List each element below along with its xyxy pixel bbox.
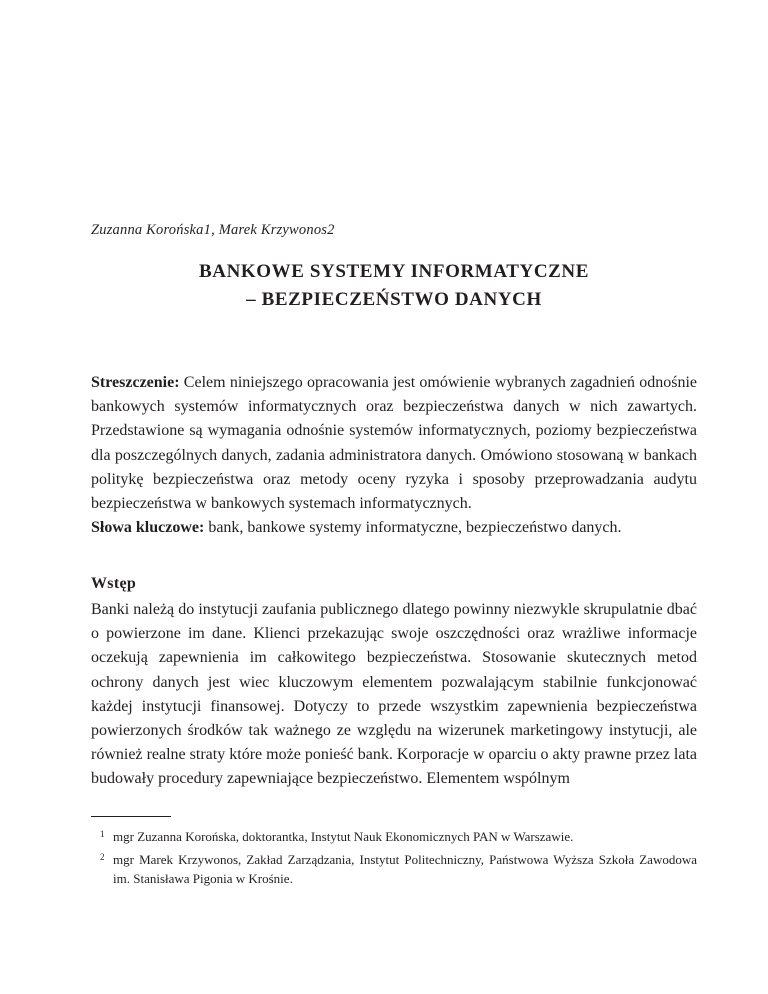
section-heading-intro: Wstęp xyxy=(91,575,137,592)
footnote-number: 2 xyxy=(100,851,105,862)
footnote-divider xyxy=(91,816,171,817)
article-title xyxy=(91,258,697,314)
abstract-text: Celem niniejszego opracowania jest omówienie wybranych zagadnień odnośnie bankowych systemów informatycznych oraz bezpieczeństwa danych w nich zawartych. Przedstawione są wymagania odnośnie systemów informatycznych, poziomy bezpieczeństwa dla poszczególnych danych, zadania administratora danych. Omówiono stosowaną w bankach politykę bezpieczeństwa oraz metody oceny ryzyka i sposoby przeprowadzania audytu bezpieczeństwa w bankowych systemach informatycznych. xyxy=(91,374,697,513)
footnote-text: mgr Marek Krzywonos, Zakład Zarządzania, Instytut Politechniczny, Państwowa Wyższa Szkoła Zawodowa im. Stanisława Pigonia w Krośnie. xyxy=(113,851,697,886)
keywords-paragraph xyxy=(91,516,697,540)
footnote-number: 1 xyxy=(100,829,105,839)
title-line-1: BANKOWE SYSTEMY INFORMATYCZNE xyxy=(198,261,590,282)
abstract-paragraph xyxy=(91,371,697,516)
document-page xyxy=(91,0,697,994)
intro-paragraph: Banki należą do instytucji zaufania publicznego dlatego powinny niezwykle skrupulatnie dbać o powierzone im dane. Klienci przekazując swoje oszczędności oraz wrażliwe informacje oczekują zapewnienia im całkowitego bezpieczeństwa. Stosowanie skutecznych metod ochrony danych jest wiec kluczowym elementem pozwalającym stabilnie funkcjonować każdej instytucji finansowej. Dotyczy to przede wszystkim zapewnienia bezpieczeństwa powierzonych środków tak ważnego ze względu na wizerunek marketingowy instytucji, ale również realne straty które może ponieść bank. Korporacje w oparciu o akty prawne przez lata budowały procedury zapewniające bezpieczeństwo. Elementem wspólnym xyxy=(91,601,697,788)
authors-line: Zuzanna Korońska1, Marek Krzywonos2 xyxy=(91,222,335,238)
abstract-label: Streszczenie: xyxy=(91,374,180,391)
footnote-2 xyxy=(91,850,697,889)
title-line-2: – BEZPIECZEŃSTWO DANYCH xyxy=(246,289,542,310)
footnotes xyxy=(91,827,697,889)
keywords-text: bank, bankowe systemy informatyczne, bezpieczeństwo danych. xyxy=(204,519,622,537)
footnote-text: mgr Zuzanna Korońska, doktorantka, Instytut Nauk Ekonomicznych PAN w Warszawie. xyxy=(113,829,574,844)
keywords-label: Słowa kluczowe: xyxy=(91,519,205,537)
intro-body xyxy=(91,598,697,792)
abstract-block xyxy=(91,371,697,540)
footnote-1 xyxy=(91,827,697,847)
